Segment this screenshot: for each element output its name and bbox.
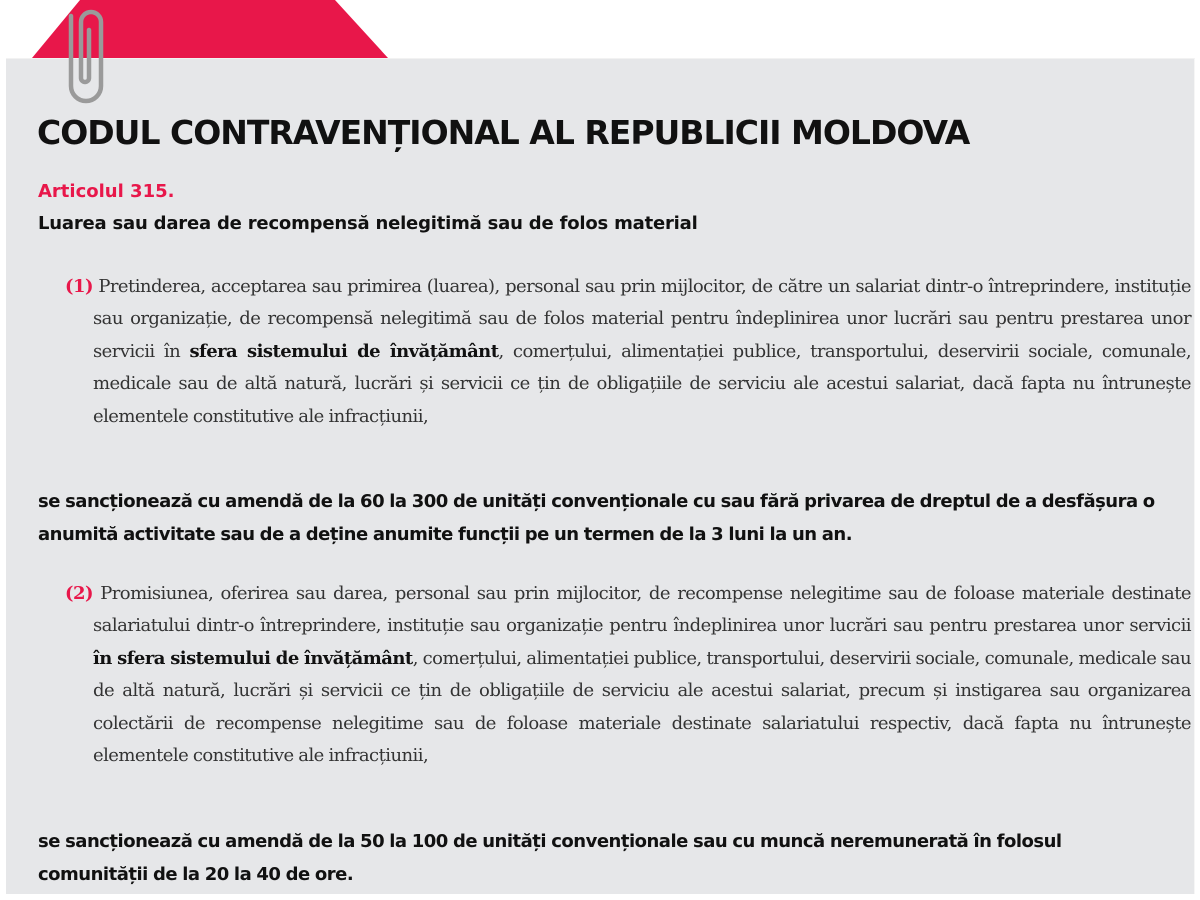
paragraph-1	[65, 271, 1191, 433]
paragraph-text: , comerțului, alimentației publice, transportului, deservirii sociale, comunale, medicale sau de altă natură, lucrări și servicii ce țin de obligațiile de serviciu ale acestui salariat, dacă fapta nu întrunește elementele constitutive ale infracțiunii,	[93, 340, 1191, 427]
paragraph-number: (1)	[65, 276, 93, 297]
paragraph-text: , comerțului, alimentației publice, transportului, deservirii sociale, comunale, medicale sau de altă natură, lucrări și servicii ce țin de obligațiile de serviciu ale acestui salariat, precum și instigarea sau organizarea colectării de recompense nelegitime sau de foloase materiale destinate salariatului respectiv, dacă fapta nu întrunește elementele constitutive ale infracțiunii,	[93, 647, 1191, 767]
sanction-2: se sancționează cu amendă de la 50 la 100 de unități convenționale sau cu muncă neremunerată în folosul comunității de la 20 la 40 de ore.	[38, 831, 1062, 885]
paperclip-icon	[54, 0, 118, 112]
paragraph-text: Pretinderea, acceptarea sau primirea (luarea), personal sau prin mijlocitor, de către un salariat dintr-o întreprindere, instituție sau organizație, de recompensă nelegitimă sau de folos material pentru îndeplinirea unor lucrări sau pentru prestarea unor servicii în	[93, 276, 1191, 362]
red-tab-shape	[0, 0, 1200, 60]
article-number: Articolul 315.	[38, 181, 175, 202]
paragraph-emphasis: în sfera sistemului de învățământ	[93, 647, 413, 669]
page-title: CODUL CONTRAVENȚIONAL AL REPUBLICII MOLDOVA	[37, 113, 970, 152]
sanction-1: se sancționează cu amendă de la 60 la 300 de unități convenționale cu sau fără privarea de dreptul de a desfășura o anumită activitate sau de a deține anumite funcții pe un termen de la 3 luni la un an.	[38, 491, 1155, 545]
article-title: Luarea sau darea de recompensă nelegitimă sau de folos material	[38, 213, 698, 234]
paragraph-2	[65, 578, 1191, 772]
paragraph-number: (2)	[65, 583, 93, 604]
paragraph-emphasis: sfera sistemului de învățământ	[189, 340, 499, 362]
paragraph-text: Promisiunea, oferirea sau darea, personal sau prin mijlocitor, de recompense nelegitime sau de foloase materiale destinate salariatului dintr-o întreprindere, instituție sau organizație pentru îndeplinirea unor lucrări sau pentru prestarea unor servicii	[93, 583, 1192, 637]
